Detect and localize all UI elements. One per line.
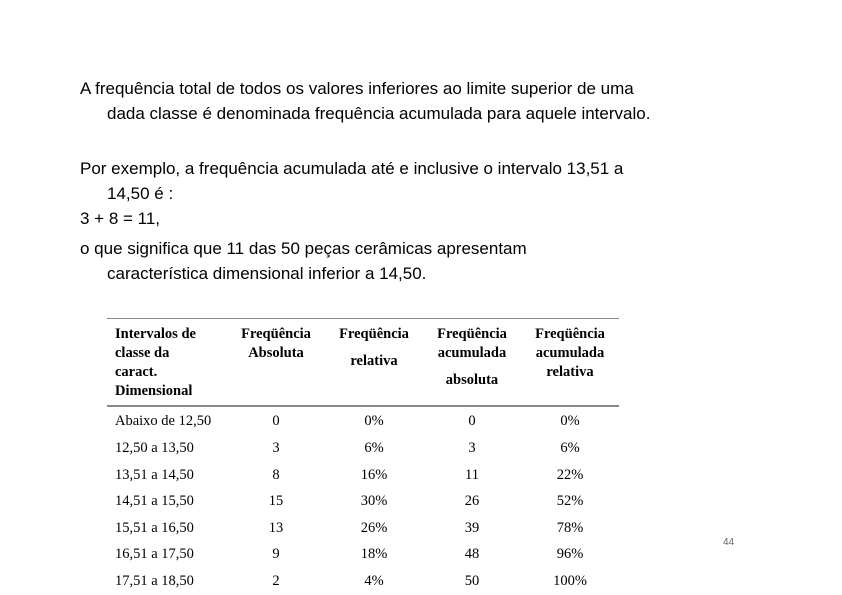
cell-rel-frequency: 4% — [364, 572, 384, 589]
table-row — [107, 488, 619, 515]
table-row — [107, 406, 619, 435]
header-line: acumulada — [437, 345, 507, 361]
cell-interval: 17,51 a 18,50 — [115, 572, 194, 589]
header-line: relativa — [350, 353, 398, 369]
cell-rel-frequency: 30% — [360, 493, 388, 509]
header-line: caract. — [115, 364, 158, 380]
table-header — [107, 319, 619, 407]
header-line: Freqüência — [339, 326, 409, 342]
header-line: Freqüência — [437, 326, 507, 342]
table-row — [107, 462, 619, 489]
header-rel-frequency — [325, 319, 423, 407]
cell-cum-rel-frequency: 100% — [553, 572, 587, 589]
cell-rel-frequency: 16% — [360, 466, 388, 483]
cell-rel-frequency: 0% — [364, 413, 384, 429]
cell-abs-frequency: 9 — [272, 546, 280, 562]
cell-rel-frequency: 6% — [364, 440, 384, 456]
text-line: 3 + 8 = 11, — [80, 209, 161, 228]
cell-interval: 15,51 a 16,50 — [115, 519, 194, 536]
text-line: A frequência total de todos os valores inferiores ao limite superior de uma — [80, 79, 634, 98]
cell-cum-abs-frequency: 48 — [464, 546, 480, 562]
header-cum-rel-frequency — [521, 319, 619, 407]
cell-interval: 12,50 a 13,50 — [115, 440, 194, 456]
cell-rel-frequency: 18% — [360, 546, 388, 562]
cell-interval: 14,51 a 15,50 — [115, 493, 194, 509]
header-line: classe da — [115, 345, 170, 361]
cell-cum-abs-frequency: 26 — [464, 493, 480, 509]
cell-cum-rel-frequency: 96% — [556, 546, 584, 562]
header-line: absoluta — [445, 372, 499, 388]
cell-cum-abs-frequency: 0 — [468, 413, 476, 429]
cell-cum-rel-frequency: 6% — [560, 440, 580, 456]
table-body — [107, 406, 619, 594]
cell-cum-rel-frequency: 78% — [556, 519, 584, 536]
cell-interval: Abaixo de 12,50 — [115, 413, 212, 429]
cell-abs-frequency: 13 — [268, 519, 284, 536]
text-line: Por exemplo, a frequência acumulada até e inclusive o intervalo 13,51 a — [80, 159, 624, 178]
header-interval — [107, 319, 227, 407]
cell-abs-frequency: 2 — [272, 572, 280, 589]
header-row — [107, 319, 619, 407]
text-line: 14,50 é : — [107, 184, 174, 203]
calculation-line — [80, 206, 780, 231]
header-line: Freqüência — [241, 326, 311, 342]
header-line: Freqüência — [535, 326, 605, 342]
header-line: acumulada — [535, 345, 605, 361]
cell-interval: 13,51 a 14,50 — [115, 466, 194, 483]
cell-abs-frequency: 3 — [272, 440, 280, 456]
table-row — [107, 568, 619, 595]
intro-paragraph — [80, 76, 780, 126]
conclusion-paragraph — [80, 236, 780, 286]
cell-abs-frequency: 8 — [272, 466, 280, 483]
text-line: o que significa que 11 das 50 peças cerâmicas apresentam — [80, 239, 527, 258]
text-line: característica dimensional inferior a 14,50. — [107, 264, 427, 283]
header-cum-abs-frequency — [423, 319, 521, 407]
table-row — [107, 541, 619, 568]
cell-cum-abs-frequency: 11 — [465, 466, 479, 483]
cell-cum-abs-frequency: 39 — [464, 519, 480, 536]
cell-cum-rel-frequency: 52% — [556, 493, 584, 509]
cell-cum-rel-frequency: 0% — [560, 413, 580, 429]
cell-abs-frequency: 15 — [268, 493, 284, 509]
page-number: 44 — [723, 537, 735, 548]
header-line: Dimensional — [115, 383, 193, 399]
header-line: relativa — [546, 364, 594, 380]
header-abs-frequency — [227, 319, 325, 407]
header-line: Intervalos de — [115, 326, 196, 342]
cell-abs-frequency: 0 — [272, 413, 280, 429]
frequency-table — [107, 318, 619, 594]
table-row — [107, 515, 619, 542]
text-line: dada classe é denominada frequência acumulada para aquele intervalo. — [107, 104, 651, 123]
cell-rel-frequency: 26% — [360, 519, 388, 536]
example-paragraph — [80, 156, 780, 206]
cell-cum-abs-frequency: 3 — [468, 440, 476, 456]
cell-cum-abs-frequency: 50 — [464, 572, 480, 589]
header-line: Absoluta — [248, 345, 304, 361]
table-row — [107, 435, 619, 462]
cell-cum-rel-frequency: 22% — [556, 466, 584, 483]
cell-interval: 16,51 a 17,50 — [115, 546, 194, 562]
